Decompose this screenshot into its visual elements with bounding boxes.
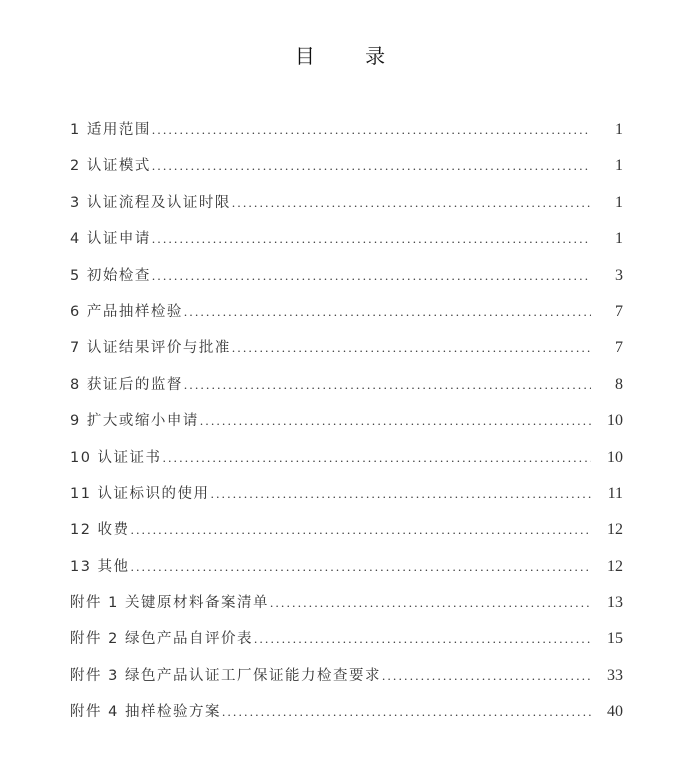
toc-page-number: 12 [607,557,623,575]
toc-entry-scope[interactable] [70,118,623,154]
dot-leader [152,264,591,288]
toc-entry-certificate[interactable] [70,446,623,482]
dot-leader [232,336,591,360]
dot-leader [152,227,591,251]
toc-entry-label: 9 扩大或缩小申请 [70,413,199,430]
toc-entry-label: 7 认证结果评价与批准 [70,340,231,357]
toc-entry-appendix-3[interactable] [70,664,623,700]
dot-leader [131,555,591,579]
toc-entry-label: 6 产品抽样检验 [70,303,183,320]
dot-leader [184,300,591,324]
toc-page-number: 13 [607,594,623,612]
toc-entry-process-time-limit[interactable] [70,191,623,227]
toc-entry-application[interactable] [70,227,623,263]
toc-page-number: 11 [607,484,623,502]
toc-entry-post-certification-supervision[interactable] [70,373,623,409]
toc-entry-label: 8 获证后的监督 [70,376,183,393]
toc-entry-label: 1 适用范围 [70,122,151,138]
toc-entry-label: 3 认证流程及认证时限 [70,194,231,211]
toc-entry-label: 5 初始检查 [70,267,151,284]
toc-entry-label: 4 认证申请 [70,231,151,248]
toc-entry-label: 11 认证标识的使用 [70,485,210,502]
dot-leader [382,664,591,688]
toc-entry-other[interactable] [70,555,623,591]
toc-page-number: 1 [615,230,623,248]
dot-leader [200,409,591,433]
toc-entry-label: 附件 3 绿色产品认证工厂保证能力检查要求 [70,667,381,684]
toc-entry-mark-usage[interactable] [70,482,623,518]
toc-page-number: 10 [607,448,623,466]
toc-entry-appendix-4[interactable] [70,700,623,736]
toc-entry-label: 12 收费 [70,522,130,539]
toc-page-number: 33 [607,666,623,684]
toc-page-number: 8 [615,375,623,393]
toc-page-number: 3 [615,266,623,284]
toc-page-number: 1 [615,193,623,211]
dot-leader [270,591,591,615]
toc-entry-appendix-1[interactable] [70,591,623,627]
dot-leader [131,518,591,542]
dot-leader [152,118,591,142]
table-of-contents [70,118,623,737]
toc-entry-label: 10 认证证书 [70,449,162,466]
dot-leader [232,191,591,215]
toc-entry-label: 附件 1 关键原材料备案清单 [70,595,269,612]
toc-page-number: 15 [607,630,623,648]
toc-entry-sampling-test[interactable] [70,300,623,336]
toc-entry-label: 2 认证模式 [70,158,151,175]
toc-entry-evaluation-approval[interactable] [70,336,623,372]
toc-page-number: 40 [607,703,623,721]
dot-leader [184,373,591,397]
toc-title: 目 录 [294,44,408,68]
toc-entry-label: 附件 2 绿色产品自评价表 [70,631,253,648]
toc-page-number: 10 [607,412,623,430]
toc-entry-appendix-2[interactable] [70,627,623,663]
toc-entry-label: 附件 4 抽样检验方案 [70,704,221,721]
toc-entry-initial-inspection[interactable] [70,264,623,300]
dot-leader [211,482,591,506]
toc-entry-fees[interactable] [70,518,623,554]
toc-page-number: 1 [615,121,623,138]
dot-leader [254,627,591,651]
toc-page-number: 7 [615,339,623,357]
toc-entry-extend-reduce[interactable] [70,409,623,445]
toc-page-number: 12 [607,521,623,539]
dot-leader [222,700,591,724]
dot-leader [163,446,591,470]
toc-page-number: 1 [615,157,623,175]
toc-page-number: 7 [615,302,623,320]
toc-entry-label: 13 其他 [70,558,130,575]
dot-leader [152,154,591,178]
toc-entry-certification-mode[interactable] [70,154,623,190]
